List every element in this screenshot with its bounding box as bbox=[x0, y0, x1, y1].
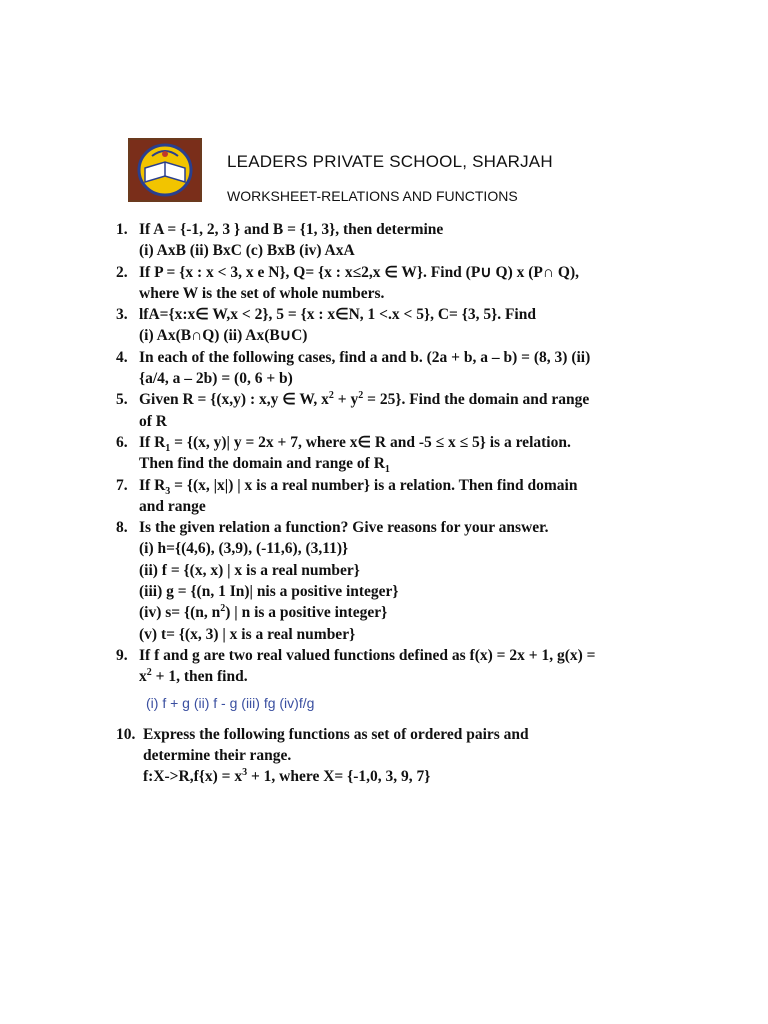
question-subpart bbox=[139, 602, 706, 623]
question-text: {a/4, a – 2b) = (0, 6 + b) bbox=[139, 370, 293, 388]
school-name: LEADERS PRIVATE SCHOOL, SHARJAH bbox=[227, 152, 553, 171]
question-text: In each of the following cases, find a and b. (2a + b, a – b) = (8, 3) (ii) bbox=[139, 348, 591, 366]
question-text: Is the given relation a function? Give reasons for your answer. bbox=[139, 519, 549, 537]
question-text: If P = {x : x < 3, x e N}, Q= {x : x≤2,x ∈ W}. Find (P∪ Q) x (P∩ Q), bbox=[139, 263, 579, 281]
question-text bbox=[139, 666, 706, 687]
text-segment: ) | n is a positive integer} bbox=[225, 604, 388, 622]
question-4 bbox=[116, 347, 706, 390]
question-text: where W is the set of whole numbers. bbox=[139, 284, 385, 302]
question-number: 3. bbox=[116, 306, 128, 324]
question-6 bbox=[116, 432, 706, 475]
question-1 bbox=[116, 219, 706, 262]
question-number: 6. bbox=[116, 433, 128, 451]
superscript: 2 bbox=[220, 603, 226, 615]
question-2 bbox=[116, 262, 706, 305]
text-segment: + y bbox=[333, 391, 359, 409]
question-text: lfA={x:x∈ W,x < 2}, 5 = {x : x∈N, 1 <.x < 5}, C= {3, 5}. Find bbox=[139, 306, 536, 324]
question-subpart: (iii) g = {(n, 1 In)| nis a positive integer} bbox=[139, 583, 399, 601]
superscript: 2 bbox=[358, 390, 364, 402]
question-number: 4. bbox=[116, 348, 128, 366]
question-number: 8. bbox=[116, 519, 128, 537]
question-text bbox=[139, 432, 706, 453]
question-subpart: (v) t= {(x, 3) | x is a real number} bbox=[139, 625, 356, 643]
question-text bbox=[139, 453, 706, 474]
superscript: 3 bbox=[242, 766, 248, 778]
question-text: (i) Ax(B∩Q) (ii) Ax(B∪C) bbox=[139, 327, 308, 345]
question-text bbox=[139, 389, 706, 410]
question-text bbox=[139, 475, 706, 496]
text-segment: + 1, then find. bbox=[151, 668, 248, 686]
text-segment: = {(x, y)| y = 2x + 7, where x∈ R and -5 ≤ x ≤ 5} is a relation. bbox=[170, 433, 571, 451]
question-text: Express the following functions as set of ordered pairs and bbox=[143, 725, 529, 743]
question-number: 5. bbox=[116, 391, 128, 409]
question-3 bbox=[116, 304, 706, 347]
text-segment: x bbox=[139, 668, 147, 686]
question-number: 9. bbox=[116, 646, 128, 664]
worksheet-header bbox=[128, 138, 688, 208]
question-text: If f and g are two real valued functions defined as f(x) = 2x + 1, g(x) = bbox=[139, 646, 596, 664]
question-number: 10. bbox=[116, 725, 136, 743]
school-logo bbox=[128, 138, 202, 202]
worksheet-title: WORKSHEET-RELATIONS AND FUNCTIONS bbox=[227, 188, 518, 204]
question-text: of R bbox=[139, 412, 167, 430]
superscript: 2 bbox=[146, 667, 152, 679]
school-crest-book-icon bbox=[130, 140, 200, 200]
question-number: 2. bbox=[116, 263, 128, 281]
question-text: determine their range. bbox=[143, 746, 292, 764]
question-text: and range bbox=[139, 497, 206, 515]
question-number: 7. bbox=[116, 476, 128, 494]
question-9-parts: (i) f + g (ii) f - g (iii) fg (iv)f/g bbox=[146, 694, 315, 711]
text-segment: Given R = {(x,y) : x,y ∈ W, x bbox=[139, 391, 329, 409]
text-segment: If R bbox=[139, 433, 166, 451]
question-8 bbox=[116, 517, 706, 645]
question-5 bbox=[116, 389, 706, 432]
question-subpart: (ii) f = {(x, x) | x is a real number} bbox=[139, 561, 360, 579]
question-list bbox=[116, 219, 706, 787]
question-subpart: (i) h={(4,6), (3,9), (-11,6), (3,11)} bbox=[139, 540, 349, 558]
text-segment: (iv) s= {(n, n bbox=[139, 604, 221, 622]
question-9 bbox=[116, 645, 706, 688]
text-segment: Then find the domain and range of R bbox=[139, 455, 385, 473]
question-7 bbox=[116, 475, 706, 518]
question-10 bbox=[116, 724, 706, 788]
subscript: 1 bbox=[165, 443, 171, 455]
text-segment: If R bbox=[139, 476, 166, 494]
text-segment: f:X->R,f{x) = x bbox=[143, 768, 243, 786]
question-number: 1. bbox=[116, 221, 128, 238]
text-segment: = 25}. Find the domain and range bbox=[363, 391, 590, 409]
superscript: 2 bbox=[328, 390, 334, 402]
text-segment: + 1, where X= {-1,0, 3, 9, 7} bbox=[247, 768, 431, 786]
question-text: (i) AxB (ii) BxC (c) BxB (iv) AxA bbox=[139, 242, 355, 260]
text-segment: = {(x, |x|) | x is a real number} is a relation. Then find domain bbox=[170, 476, 578, 494]
subscript: 1 bbox=[384, 464, 390, 476]
subscript: 3 bbox=[165, 485, 171, 497]
question-text: If A = {-1, 2, 3 } and B = {1, 3}, then determine bbox=[139, 221, 444, 238]
question-text bbox=[143, 766, 706, 787]
